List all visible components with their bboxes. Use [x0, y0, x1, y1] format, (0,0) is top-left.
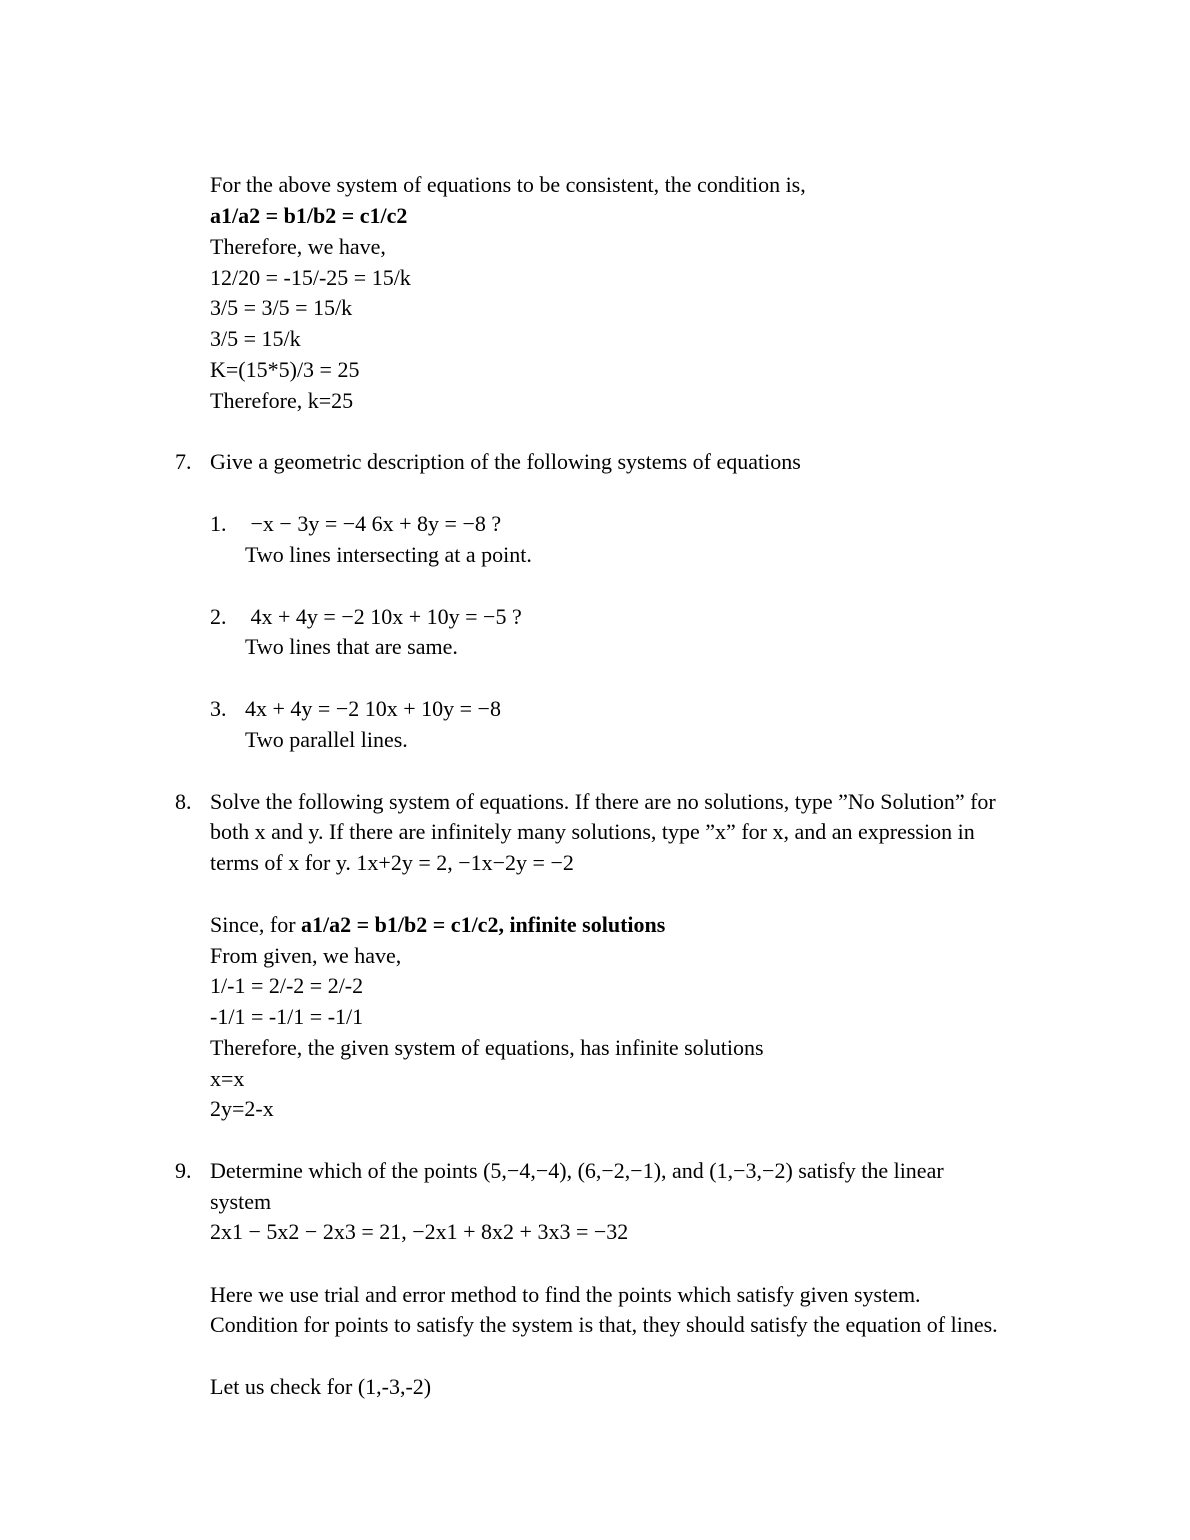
q9-question-line2: system — [210, 1189, 272, 1214]
q7-item1-number: 1. — [210, 511, 227, 536]
q8-since-bold: a1/a2 = b1/b2 = c1/c2, infinite solutions — [301, 912, 666, 937]
intro-line-eq1: 12/20 = -15/-25 = 15/k — [210, 265, 411, 290]
intro-line-condition: For the above system of equations to be consistent, the condition is, — [210, 172, 806, 197]
q7-item3-number: 3. — [210, 696, 227, 721]
intro-line-ratio-condition — [210, 201, 407, 231]
q9-method-line: Here we use trial and error method to find the points which satisfy given system. — [210, 1282, 921, 1307]
q7-item2-number: 2. — [210, 604, 227, 629]
q8-line-y: 2y=2-x — [210, 1096, 274, 1121]
q8-line-from-given: From given, we have, — [210, 943, 402, 968]
q8-line-eq2: -1/1 = -1/1 = -1/1 — [210, 1004, 364, 1029]
q9-question-line3: 2x1 − 5x2 − 2x3 = 21, −2x1 + 8x2 + 3x3 = −32 — [210, 1219, 629, 1244]
q7-item2-answer: Two lines that are same. — [245, 634, 458, 659]
q8-number: 8. — [175, 789, 192, 814]
q7-item2-equation: 4x + 4y = −2 10x + 10y = −5 ? — [245, 604, 522, 629]
q8-since-line — [210, 910, 665, 940]
q9-check-line: Let us check for (1,-3,-2) — [210, 1374, 432, 1399]
q7-item3-answer: Two parallel lines. — [245, 727, 408, 752]
q9-condition-line: Condition for points to satisfy the system is that, they should satisfy the equation of lines. — [210, 1312, 998, 1337]
q8-question-line3: terms of x for y. 1x+2y = 2, −1x−2y = −2 — [210, 850, 574, 875]
intro-line-result: Therefore, k=25 — [210, 388, 354, 413]
q8-line-eq1: 1/-1 = 2/-2 = 2/-2 — [210, 973, 364, 998]
q9-question-line1: Determine which of the points (5,−4,−4), (6,−2,−1), and (1,−3,−2) satisfy the linear — [210, 1158, 944, 1183]
intro-line-eq3: 3/5 = 15/k — [210, 326, 301, 351]
q7-item3-equation: 4x + 4y = −2 10x + 10y = −8 — [245, 696, 501, 721]
intro-line-therefore: Therefore, we have, — [210, 234, 386, 259]
q7-question: Give a geometric description of the following systems of equations — [210, 449, 801, 474]
intro-line-eq2: 3/5 = 3/5 = 15/k — [210, 295, 353, 320]
q9-number: 9. — [175, 1158, 192, 1183]
q7-item1-answer: Two lines intersecting at a point. — [245, 542, 532, 567]
q7-number: 7. — [175, 449, 192, 474]
intro-line-eq4: K=(15*5)/3 = 25 — [210, 357, 360, 382]
q7-item1-equation: −x − 3y = −4 6x + 8y = −8 ? — [245, 511, 502, 536]
q8-since-prefix: Since, for — [210, 912, 302, 937]
q8-question-line1: Solve the following system of equations. If there are no solutions, type ”No Solution” for — [210, 789, 996, 814]
q8-question-line2: both x and y. If there are infinitely many solutions, type ”x” for x, and an expression in — [210, 819, 975, 844]
intro-ratio-bold: a1/a2 = b1/b2 = c1/c2 — [210, 203, 408, 228]
q8-line-x: x=x — [210, 1066, 245, 1091]
q8-line-conclusion: Therefore, the given system of equations, has infinite solutions — [210, 1035, 764, 1060]
